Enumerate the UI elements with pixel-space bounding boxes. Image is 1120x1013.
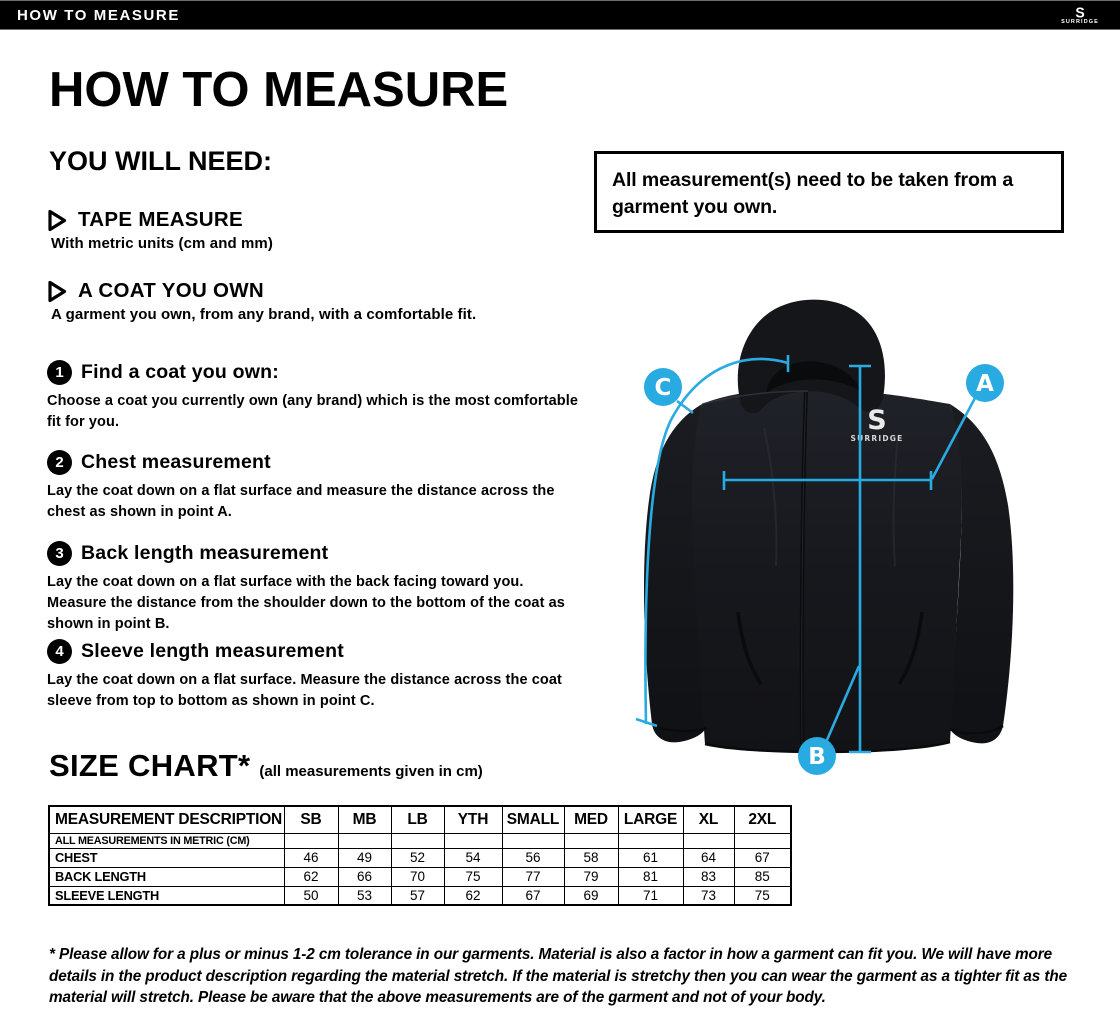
step-title: Back length measurement [81,542,329,564]
size-value-cell: 67 [734,848,791,867]
size-value-cell: 66 [338,867,391,886]
need-item-coat [47,279,607,323]
step-description: Lay the coat down on a flat surface with the back facing toward you. Measure the distance from the shoulder down to the bottom of the coat as shown in point B. [47,574,565,632]
size-chart-table-wrap [48,805,792,906]
step-title: Sleeve length measurement [81,640,344,662]
svg-text:S: S [867,405,887,436]
size-column-header: MB [338,806,391,833]
size-column-header: LB [391,806,444,833]
size-value-cell: 85 [734,867,791,886]
empty-cell [338,833,391,848]
jacket-illustration [644,300,1013,752]
play-triangle-icon [47,209,68,232]
size-column-header: XL [683,806,734,833]
need-item-description: With metric units (cm and mm) [51,235,273,252]
size-chart-heading [49,748,483,784]
step-1 [47,360,587,433]
empty-cell [734,833,791,848]
size-value-cell: 77 [502,867,564,886]
need-item-description: A garment you own, from any brand, with a comfortable fit. [51,306,477,323]
you-will-need-heading: YOU WILL NEED: [49,146,273,176]
point-a-label: A [976,371,994,397]
size-column-header: 2XL [734,806,791,833]
empty-cell [683,833,734,848]
size-table-row [49,848,791,867]
measurement-label-cell: SLEEVE LENGTH [49,886,284,905]
size-value-cell: 46 [284,848,338,867]
size-table-row [49,867,791,886]
measurement-label-cell: CHEST [49,848,284,867]
top-bar-title: HOW TO MEASURE [17,6,180,24]
size-value-cell: 70 [391,867,444,886]
measurement-label-cell: BACK LENGTH [49,867,284,886]
size-value-cell: 58 [564,848,618,867]
size-chart-title: SIZE CHART* [49,748,251,783]
svg-text:SURRIDGE: SURRIDGE [850,434,904,443]
size-value-cell: 71 [618,886,683,905]
measurement-description-header: MEASUREMENT DESCRIPTION [49,806,284,833]
size-column-header: SMALL [502,806,564,833]
step-4 [47,639,587,712]
step-title: Find a coat you own: [81,361,279,383]
size-column-header: LARGE [618,806,683,833]
step-description: Choose a coat you currently own (any brand) which is the most comfortable fit for you. [47,393,578,430]
tolerance-footnote: * Please allow for a plus or minus 1-2 cm tolerance in our garments. Material is also a factor in how a garment can fit you. We will have more details in the product description regarding the material stretch. If the material is stretchy then you can wear the garment as a tighter fit as the material will stretch. Please be aware that the above measurements are of the garment and not of your body. [49,946,1067,1007]
size-chart-subtitle: (all measurements given in cm) [259,763,483,780]
empty-cell [391,833,444,848]
size-value-cell: 75 [444,867,502,886]
surridge-logo [1050,2,1110,29]
size-value-cell: 62 [444,886,502,905]
step-3 [47,541,587,635]
size-value-cell: 49 [338,848,391,867]
empty-cell [564,833,618,848]
point-c-label: C [654,375,672,401]
size-value-cell: 54 [444,848,502,867]
step-number-badge: 1 [47,360,72,385]
empty-cell [502,833,564,848]
size-value-cell: 61 [618,848,683,867]
page-title: HOW TO MEASURE [49,63,509,117]
size-value-cell: 57 [391,886,444,905]
step-2 [47,450,587,523]
top-bar [0,0,1120,30]
size-value-cell: 73 [683,886,734,905]
need-item-title: A COAT YOU OWN [78,279,265,302]
need-item-title: TAPE MEASURE [78,208,243,231]
size-value-cell: 83 [683,867,734,886]
size-column-header: SB [284,806,338,833]
size-column-header: YTH [444,806,502,833]
need-item-tape-measure [47,208,607,252]
point-b-label: B [808,744,826,770]
size-value-cell: 50 [284,886,338,905]
size-column-header: MED [564,806,618,833]
size-value-cell: 62 [284,867,338,886]
size-value-cell: 75 [734,886,791,905]
empty-cell [284,833,338,848]
size-value-cell: 81 [618,867,683,886]
step-number-badge: 2 [47,450,72,475]
size-value-cell: 67 [502,886,564,905]
step-title: Chest measurement [81,451,271,473]
size-table-row [49,886,791,905]
play-triangle-icon [47,280,68,303]
empty-cell [618,833,683,848]
empty-cell [444,833,502,848]
size-value-cell: 79 [564,867,618,886]
size-value-cell: 53 [338,886,391,905]
surridge-logo-wordmark: SURRIDGE [1061,19,1099,26]
metric-note-row [49,833,791,848]
metric-note-cell: ALL MEASUREMENTS IN METRIC (CM) [49,833,284,848]
measurement-note-box [594,151,1064,233]
size-value-cell: 64 [683,848,734,867]
step-number-badge: 3 [47,541,72,566]
size-value-cell: 52 [391,848,444,867]
size-table-header-row [49,806,791,833]
measurement-note-text: All measurement(s) need to be taken from a garment you own. [612,169,1014,218]
step-description: Lay the coat down on a flat surface and measure the distance across the chest as shown in point A. [47,483,555,520]
step-number-badge: 4 [47,639,72,664]
size-chart-table [48,805,792,906]
size-value-cell: 69 [564,886,618,905]
jacket-measurement-diagram [600,286,1120,800]
size-value-cell: 56 [502,848,564,867]
surridge-logo-icon: S [1075,3,1085,21]
step-description: Lay the coat down on a flat surface. Measure the distance across the coat sleeve from top to bottom as shown in point C. [47,672,562,709]
